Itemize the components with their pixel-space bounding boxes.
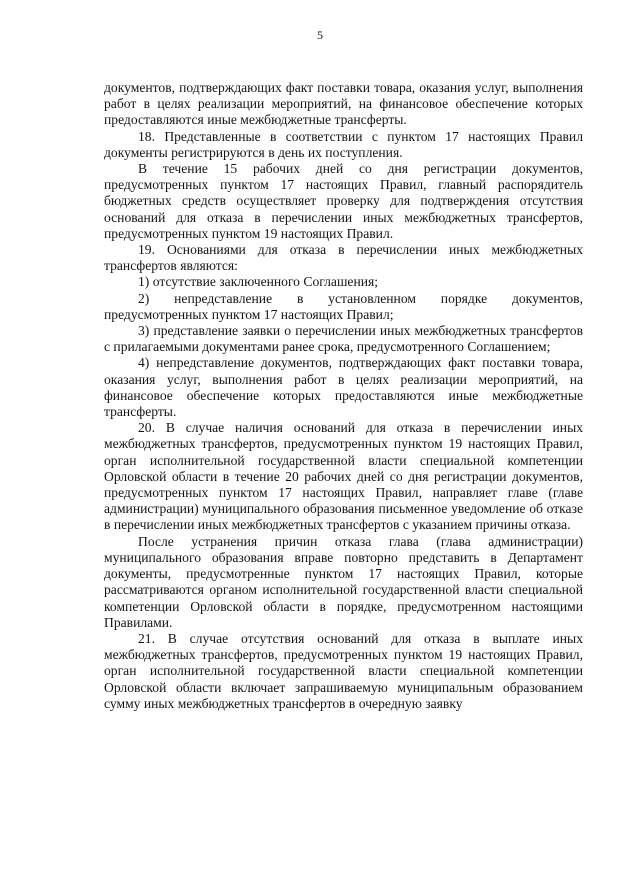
list-item-3: 3) представление заявки о перечислении иных межбюджетных трансфертов с прилагаемыми документами ранее срока, предусмотренного Соглашением; bbox=[104, 323, 583, 355]
paragraph-resubmission: После устранения причин отказа глава (глава администрации) муниципального образования вправе повторно представить в Департамент документы, предусмотренные пунктом 17 настоящих Правил, которые рассматриваются органом исполнительной государственной власти специальной компетенции Орловской области в порядке, предусмотренном настоящими Правилами. bbox=[104, 533, 583, 630]
page-number: 5 bbox=[317, 28, 323, 42]
list-item-2: 2) непредставление в установленном порядке документов, предусмотренных пунктом 17 настоящих Правил; bbox=[104, 290, 583, 322]
list-item-4: 4) непредставление документов, подтверждающих факт поставки товара, оказания услуг, выполнения работ в целях реализации мероприятий, на финансовое обеспечение которых предоставляются иные межбюджетные трансферты. bbox=[104, 355, 583, 420]
paragraph-18: 18. Представленные в соответствии с пунктом 17 настоящих Правил документы регистрируются в день их поступления. bbox=[104, 128, 583, 160]
document-body bbox=[104, 80, 583, 712]
list-item-1: 1) отсутствие заключенного Соглашения; bbox=[138, 274, 379, 290]
paragraph-21: 21. В случае отсутствия оснований для отказа в выплате иных межбюджетных трансфертов, предусмотренных пунктом 19 настоящих Правил, орган исполнительной государственной власти специальной компетенции Орловской области включает запрашиваемую муниципальным образованием сумму иных межбюджетных трансфертов в очередную заявку bbox=[104, 630, 583, 711]
paragraph-continuation: документов, подтверждающих факт поставки товара, оказания услуг, выполнения работ в целях реализации мероприятий, на финансовое обеспечение которых предоставляются иные межбюджетные трансферты. bbox=[104, 80, 583, 128]
paragraph-verification: В течение 15 рабочих дней со дня регистрации документов, предусмотренных пунктом 17 настоящих Правил, главный распорядитель бюджетных средств осуществляет проверку для подтверждения отсутствия оснований для отказа в перечислении иных межбюджетных трансфертов, предусмотренных пунктом 19 настоящих Правил. bbox=[104, 161, 583, 241]
paragraph-20: 20. В случае наличия оснований для отказа в перечислении иных межбюджетных трансфертов, предусмотренных пунктом 19 настоящих Правил, орган исполнительной государственной власти специальной компетенции Орловской области в течение 20 рабочих дней со дня регистрации документов, предусмотренных пунктом 17 настоящих Правил, направляет главе (главе администрации) муниципального образования письменное уведомление об отказе в перечислении иных межбюджетных трансфертов с указанием причины отказа. bbox=[104, 420, 583, 533]
paragraph-19: 19. Основаниями для отказа в перечислении иных межбюджетных трансфертов являются: bbox=[104, 242, 583, 274]
